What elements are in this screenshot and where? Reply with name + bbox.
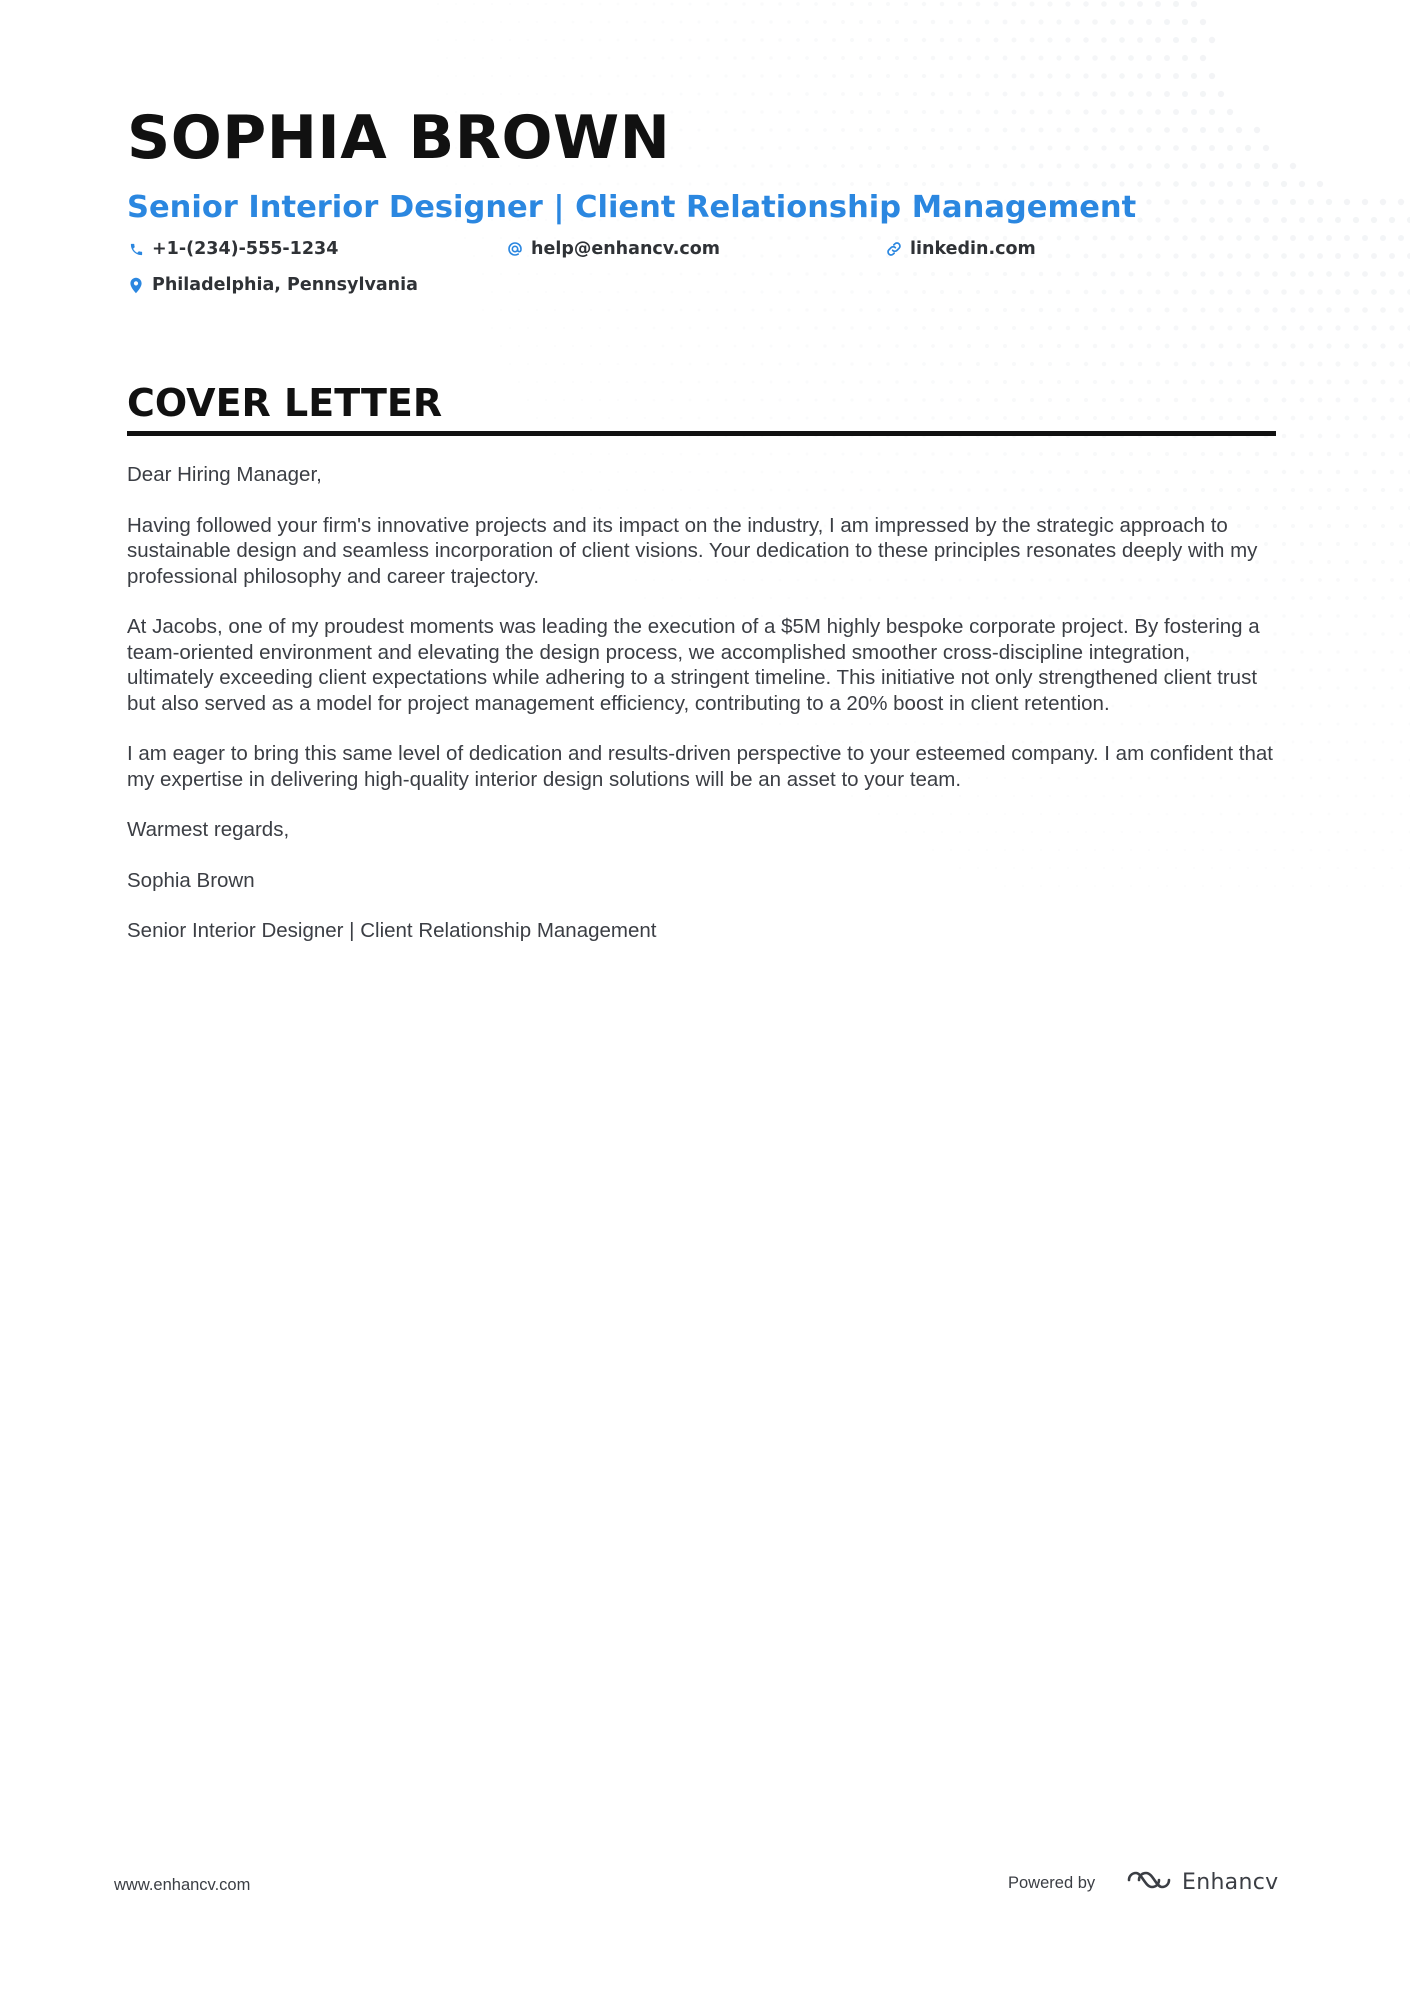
contact-email-text: help@enhancv.com [531,239,721,259]
footer-brand-name: Enhancv [1182,1870,1279,1895]
enhancv-logo-icon [1126,1868,1172,1897]
at-icon [506,240,524,258]
letter-greeting: Dear Hiring Manager, [127,463,322,486]
candidate-headline: Senior Interior Designer | Client Relationship Management [127,190,1137,225]
footer-brand[interactable] [1126,1868,1278,1897]
contact-location [127,275,418,295]
contact-location-text: Philadelphia, Pennsylvania [152,275,418,295]
location-pin-icon [127,276,145,294]
link-icon [885,240,903,258]
section-divider [127,431,1276,436]
candidate-name: SOPHIA BROWN [127,103,671,173]
letter-paragraph: I am eager to bring this same level of dedication and results-driven perspective to your esteemed company. I am confident that my expertise in delivering high-quality interior design solutions will be an asset to your team. [127,742,1273,791]
letter-paragraph: At Jacobs, one of my proudest moments was leading the execution of a $5M highly bespoke corporate project. By fostering a team-oriented environment and elevating the design process, we accomplished smoother cross-discipline integration, ultimately exceeding client expectations while adhering to a stringent timeline. This initiative not only strengthened client trust but also served as a model for project management efficiency, contributing to a 20% boost in client retention. [127,615,1260,715]
phone-icon [127,240,145,258]
letter-signature-name: Sophia Brown [127,868,255,892]
letter-body [127,462,1277,969]
letter-signature-title: Senior Interior Designer | Client Relationship Management [127,919,657,942]
contact-link-text: linkedin.com [910,239,1036,259]
contact-phone-text: +1-(234)-555-1234 [152,239,339,259]
contact-phone[interactable] [127,239,338,259]
contact-link[interactable] [885,239,1036,259]
letter-paragraph: Having followed your firm's innovative projects and its impact on the industry, I am impressed by the strategic approach to sustainable design and seamless incorporation of client visions. Your dedication to these principles resonates deeply with my professional philosophy and career trajectory. [127,513,1258,588]
section-title: COVER LETTER [127,381,443,425]
footer-website-link[interactable]: www.enhancv.com [114,1876,251,1894]
contact-email[interactable] [506,239,720,259]
letter-closing: Warmest regards, [127,818,290,841]
footer-powered-by: Powered by [1008,1874,1096,1892]
